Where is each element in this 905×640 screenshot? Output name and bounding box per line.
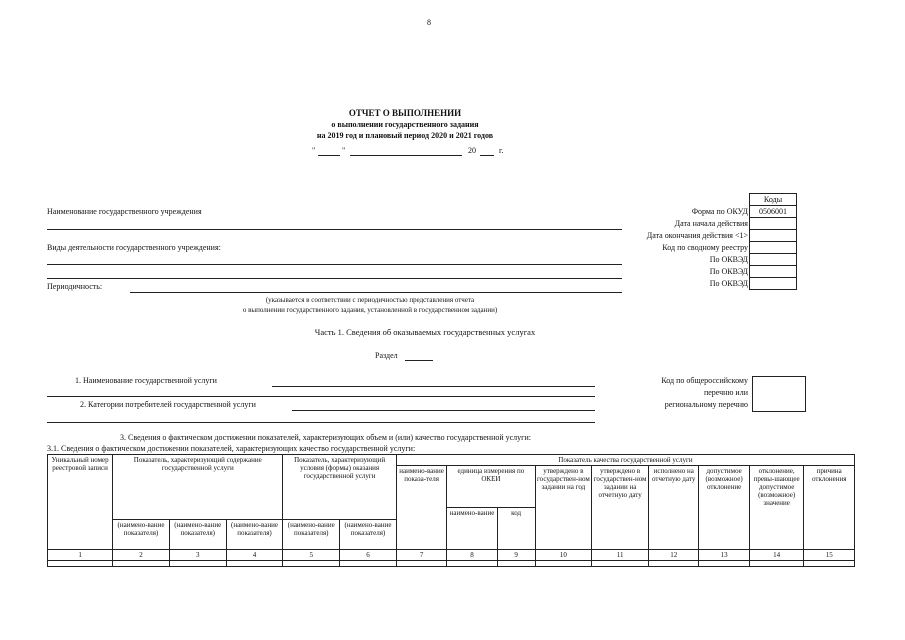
h-content: Показатель, характеризующий содержание государственной услуги [113,455,283,520]
activities-line-2 [47,278,622,279]
h-approved-date: утверждено в государствен-ном задании на отчетную дату [592,466,649,550]
h-unit-code: код [497,508,535,550]
h-conditions: Показатель, характеризующий условия (формы) оказания государственной услуги [283,455,396,520]
periodicity-note-1: (указывается в соответствии с периодичностью представления отчета [265,296,475,304]
h-registry: Уникальный номер реестровой записи [48,455,113,550]
okved-field-2 [750,266,797,278]
report-period: на 2019 год и плановый период 2020 и 2021 годов [316,131,494,140]
periodicity-note-2: о выполнении государственного задания, установленной в государственном задании) [242,306,498,314]
h-deviation: допустимое (возможное) отклонение [699,466,749,550]
okved-label-2: По ОКВЭД [709,267,748,276]
col-number: 8 [447,550,497,561]
h-ind-name-2: (наимено-вание показателя) [169,520,226,550]
codes-table [749,193,797,290]
section3-heading: 3. Сведения о фактическом достижении показателей, характеризующих объем и (или) качество государственной услуги: [120,433,531,442]
end-date-label: Дата окончания действия <1> [646,231,748,240]
registry-code-label: Код по сводному реестру [662,243,748,252]
h-unit-name: наимено-вание [447,508,497,550]
table-cell [804,561,855,567]
col-number: 10 [535,550,592,561]
okved-field-1 [750,254,797,266]
table-cell [447,561,497,567]
report-subtitle: о выполнении государственного задания [331,120,479,129]
table-cell [169,561,226,567]
h-exceed: отклонение, превы-шающее допустимое (возможное) значение [749,466,804,550]
table-cell [283,561,340,567]
category-line-2 [47,422,595,423]
h-ind-name-3: (наимено-вание показателя) [226,520,283,550]
registry-code-label-3: региональному перечню [664,400,748,409]
activities-line-1 [47,264,622,265]
okud-label: Форма по ОКУД [691,207,748,216]
report-title: ОТЧЕТ О ВЫПОЛНЕНИИ [348,108,462,118]
h-quality: Показатель качества государственной услуги [396,455,854,466]
okud-code-field: 0506001 [750,206,797,218]
start-date-label: Дата начала действия [674,219,748,228]
col-number: 3 [169,550,226,561]
h-unit: единица измерения по ОКЕИ [447,466,535,508]
quality-table [47,454,855,567]
periodicity-line [130,292,622,293]
table-cell [749,561,804,567]
start-date-field [750,218,797,230]
service-name-line-2 [47,396,595,397]
h-approved-year: утверждено в государствен-ном задании на год [535,466,592,550]
okved-label-3: По ОКВЭД [709,279,748,288]
table-cell [497,561,535,567]
service-name-line [272,386,595,387]
page-number: 8 [427,18,431,27]
col-number: 11 [592,550,649,561]
col-number: 6 [340,550,397,561]
h-executed: исполнено на отчетную дату [648,466,698,550]
end-date-field [750,230,797,242]
registry-code-label-1: Код по общероссийскому [661,376,748,385]
col-number: 1 [48,550,113,561]
col-number: 14 [749,550,804,561]
table-cell [340,561,397,567]
table-cell [48,561,113,567]
codes-header: Коды [750,194,797,206]
registry-code-label-2: перечню или [703,388,748,397]
table-cell [226,561,283,567]
activities-label: Виды деятельности государственного учреждения: [47,243,221,252]
table-cell [396,561,446,567]
part-title: Часть 1. Сведения об оказываемых государственных услугах [314,327,536,337]
h-indicator-name: наимено-вание показа-теля [396,466,446,550]
table-cell [648,561,698,567]
h-ind-name-1: (наимено-вание показателя) [113,520,170,550]
h-ind-name-4: (наимено-вание показателя) [283,520,340,550]
table-cell [535,561,592,567]
category-line [292,410,595,411]
table-cell [699,561,749,567]
service-name-label: 1. Наименование государственной услуги [75,376,217,385]
okved-label-1: По ОКВЭД [709,255,748,264]
col-number: 7 [396,550,446,561]
section-label: Раздел [375,351,398,360]
section3-sub: 3.1. Сведения о фактическом достижении показателей, характеризующих качество государственной услуги: [47,444,416,453]
institution-label: Наименование государственного учреждения [47,207,202,216]
institution-line [47,229,622,230]
h-reason: причина отклонения [804,466,855,550]
col-number: 15 [804,550,855,561]
col-number: 12 [648,550,698,561]
col-number: 9 [497,550,535,561]
periodicity-label: Периодичность: [47,282,103,291]
service-code-box [752,376,806,412]
okved-field-3 [750,278,797,290]
col-number: 2 [113,550,170,561]
col-number: 5 [283,550,340,561]
category-label: 2. Категории потребителей государственной услуги [80,400,256,409]
registry-code-field [750,242,797,254]
h-ind-name-5: (наимено-вание показателя) [340,520,397,550]
table-cell [113,561,170,567]
table-cell [592,561,649,567]
col-number: 4 [226,550,283,561]
col-number: 13 [699,550,749,561]
section-number-line [405,360,433,361]
